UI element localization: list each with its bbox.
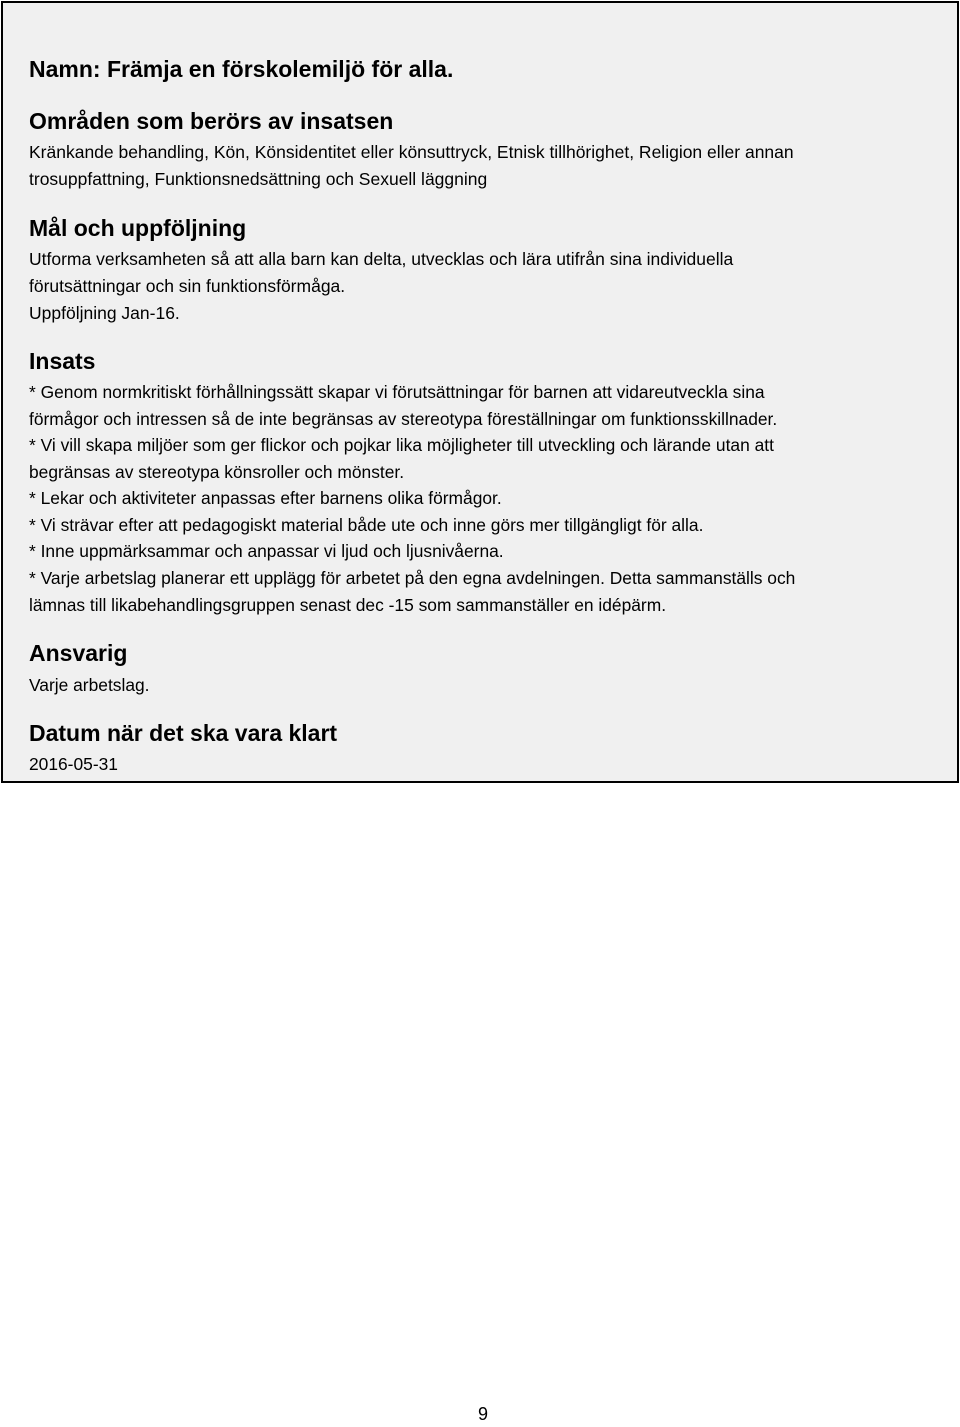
section-heading-deadline: Datum när det ska vara klart [29, 720, 338, 746]
section-heading-goals: Mål och uppföljning [29, 215, 247, 241]
section-heading-responsible: Ansvarig [29, 640, 128, 666]
actions-text-line-2: förmågor och intressen så de inte begränsas av stereotypa föreställningar om funktionsskillnader. [29, 409, 778, 429]
actions-text-line-5: * Lekar och aktiviteter anpassas efter barnens olika förmågor. [29, 488, 502, 508]
content-box [1, 1, 959, 783]
areas-text-line-1: Kränkande behandling, Kön, Könsidentitet eller könsuttryck, Etnisk tillhörighet, Religion eller annan [29, 142, 794, 162]
section-heading-actions: Insats [29, 348, 96, 374]
actions-text-line-1: * Genom normkritiskt förhållningssätt skapar vi förutsättningar för barnen att vidareutveckla sina [29, 382, 765, 402]
actions-text-line-4: begränsas av stereotypa könsroller och mönster. [29, 462, 405, 482]
actions-text-line-7: * Inne uppmärksammar och anpassar vi ljud och ljusnivåerna. [29, 541, 504, 561]
section-heading-areas: Områden som berörs av insatsen [29, 108, 394, 134]
goals-text-line-3: Uppföljning Jan-16. [29, 303, 180, 323]
actions-text-line-6: * Vi strävar efter att pedagogiskt material både ute och inne görs mer tillgängligt för alla. [29, 515, 704, 535]
responsible-text: Varje arbetslag. [29, 675, 150, 695]
goals-text-line-2: förutsättningar och sin funktionsförmåga. [29, 276, 346, 296]
deadline-date: 2016-05-31 [29, 754, 118, 774]
page-number: 9 [478, 1404, 489, 1424]
actions-text-line-3: * Vi vill skapa miljöer som ger flickor och pojkar lika möjligheter till utveckling och lärande utan att [29, 435, 774, 455]
areas-text-line-2: trosuppfattning, Funktionsnedsättning och Sexuell läggning [29, 169, 488, 189]
actions-text-line-9: lämnas till likabehandlingsgruppen senast dec -15 som sammanställer en idépärm. [29, 595, 667, 615]
goals-text-line-1: Utforma verksamheten så att alla barn kan delta, utvecklas och lära utifrån sina individuella [29, 249, 734, 269]
name-heading: Namn: Främja en förskolemiljö för alla. [29, 56, 454, 82]
actions-text-line-8: * Varje arbetslag planerar ett upplägg för arbetet på den egna avdelningen. Detta sammanställs och [29, 568, 796, 588]
